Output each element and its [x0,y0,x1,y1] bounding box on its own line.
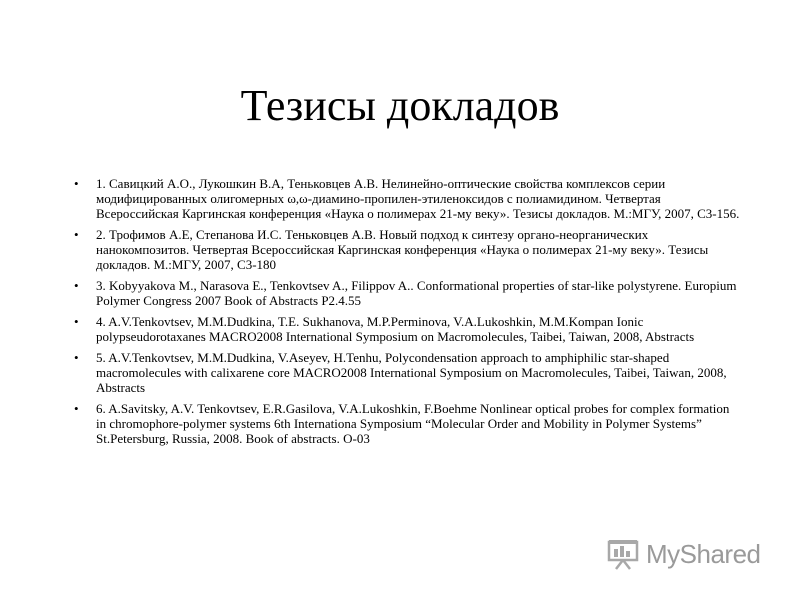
bullet-icon: • [74,227,79,242]
reference-item-4 [72,314,740,344]
slide-title: Тезисы докладов [240,81,560,130]
bullet-icon: • [74,401,79,416]
reference-item-5 [72,350,740,395]
reference-item-2 [72,227,740,272]
reference-text: 5. A.V.Tenkovtsev, M.M.Dudkina, V.Aseyev, H.Tenhu, Polycondensation approach to amphiphilic star-shaped macromolecules with calixarene core MACRO2008 International Symposium on Macromolecules, Taibei, Taiwan, 2008, Abstracts [96,350,727,395]
bullet-icon: • [74,350,79,365]
reference-list [72,176,740,452]
watermark-text: MyShared [646,539,761,569]
reference-text: 4. A.V.Tenkovtsev, M.M.Dudkina, T.E. Sukhanova, M.P.Perminova, V.A.Lukoshkin, M.M.Kompan Ionic polypseudorotaxanes MACRO2008 International Symposium on Macromolecules, Taibei, Taiwan, 2008, Abstracts [96,314,695,344]
reference-item-6 [72,401,740,446]
presentation-board-icon [606,537,640,571]
reference-text: 6. A.Savitsky, A.V. Tenkovtsev, E.R.Gasilova, V.A.Lukoshkin, F.Boehme Nonlinear optical probes for complex formation in chromophore-polymer systems 6th Internationa Symposium “Molecular Order and Mobility in Polymer Systems” St.Petersburg, Russia, 2008. Book of abstracts. O-03 [96,401,730,446]
reference-item-3 [72,278,740,308]
bullet-icon: • [74,314,79,329]
bullet-icon: • [74,176,79,191]
bullet-icon: • [74,278,79,293]
reference-item-1 [72,176,740,221]
reference-text: 1. Савицкий А.О., Лукошкин В.А, Теньковцев А.В. Нелинейно-оптические свойства комплексов серии модифицированных олигомерных ω,ω-диамино-пропилен-этиленоксидов с полиамидином. Четвертая Всероссийская Каргинская конференция «Наука о полимерах 21-му веку». Тезисы докладов. М.:МГУ, 2007, С3-156. [96,176,740,221]
reference-text: 3. Kobyyakova M., Narasova E., Tenkovtsev A., Filippov A.. Conformational properties of star-like polystyrene. Europium Polymer Congress 2007 Book of Abstracts P2.4.55 [96,278,737,308]
reference-text: 2. Трофимов А.Е, Степанова И.С. Теньковцев А.В. Новый подход к синтезу органо-неорганических нанокомпозитов. Четвертая Всероссийская Каргинская конференция «Наука о полимерах 21-му веку». Тезисы докладов. М.:МГУ, 2007, С3-180 [96,227,709,272]
watermark-logo [606,536,761,572]
